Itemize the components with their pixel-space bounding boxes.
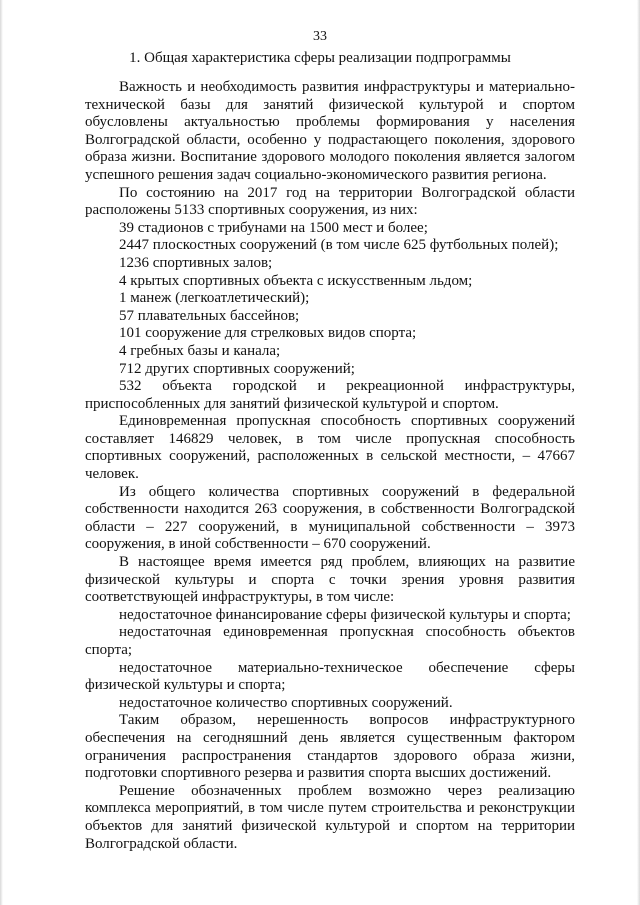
list-item-stadiums: 39 стадионов с трибунами на 1500 мест и более; (119, 219, 428, 236)
list-item-urban-infrastructure: 532 объекта городской и рекреационной инфраструктуры, приспособленных для занятий физической культурой и спортом. (85, 378, 575, 412)
paragraph-conclusion: Таким образом, нерешенность вопросов инфраструктурного обеспечения на сегодняшний день является существенным фактором ограничения распространения стандартов здорового образа жизни, подготовки спортивного резерва и развития спорта высших достижений. (85, 712, 575, 782)
paragraph-facilities-total: По состоянию на 2017 год на территории Волгоградской области расположены 5133 спортивных сооружения, из них: (85, 184, 575, 219)
list-item-shooting: 101 сооружение для стрелковых видов спорта; (119, 325, 417, 342)
paragraph-solution: Решение обозначенных проблем возможно через реализацию комплекса мероприятий, в том числе путем строительства и реконструкции объектов для занятий физической культурой и спортом на территории Волгоградской области. (85, 782, 575, 852)
paragraph-problems-intro: В настоящее время имеется ряд проблем, влияющих на развитие физической культуры и спорта с точки зрения уровня развития соответствующей инфраструктуры, в том числе: (85, 554, 575, 606)
problem-item-equipment: недостаточное материально-техническое обеспечение сферы физической культуры и спорта; (85, 659, 575, 694)
list-item-arena: 1 манеж (легкоатлетический); (119, 290, 310, 307)
paragraph-capacity: Единовременная пропускная способность спортивных сооружений составляет 146829 человек, в том числе пропускная способность спортивных сооружений, расположенных в сельской местности, – 47667 человек. (85, 413, 575, 483)
scan-edge-left (0, 0, 3, 905)
problem-item-capacity: недостаточная единовременная пропускная способность объектов спорта; (85, 624, 575, 658)
page-number: 33 (313, 29, 327, 44)
problem-item-facility-count: недостаточное количество спортивных сооружений. (119, 694, 453, 711)
list-item-flat-facilities: 2447 плоскостных сооружений (в том числе 625 футбольных полей); (119, 237, 559, 254)
list-item-pools: 57 плавательных бассейнов; (119, 307, 300, 324)
section-heading: 1. Общая характеристика сферы реализации подпрограммы (129, 50, 511, 66)
list-item-sports-halls: 1236 спортивных залов; (119, 254, 273, 271)
list-item-other-facilities: 712 других спортивных сооружений; (119, 360, 355, 377)
list-item-ice-facilities: 4 крытых спортивных объекта с искусственным льдом; (119, 272, 473, 289)
body-text (85, 79, 575, 853)
list-item-rowing: 4 гребных базы и канала; (119, 342, 281, 359)
paragraph-importance: Важность и необходимость развития инфраструктуры и материально-технической базы для занятий физической культурой и спортом обусловлены актуальностью проблемы формирования у населения Волгоградской области, особенно у подрастающего поколения, здорового образа жизни. Воспитание здорового молодого поколения является залогом успешного решения задач социально-экономического развития региона. (85, 79, 575, 183)
problem-item-financing: недостаточное финансирование сферы физической культуры и спорта; (119, 606, 571, 623)
paragraph-ownership: Из общего количества спортивных сооружений в федеральной собственности находится 263 сооружения, в собственности Волгоградской области – 227 сооружений, в муниципальной собственности – 3973 сооружения, в иной собственности – 670 сооружений. (85, 483, 575, 553)
